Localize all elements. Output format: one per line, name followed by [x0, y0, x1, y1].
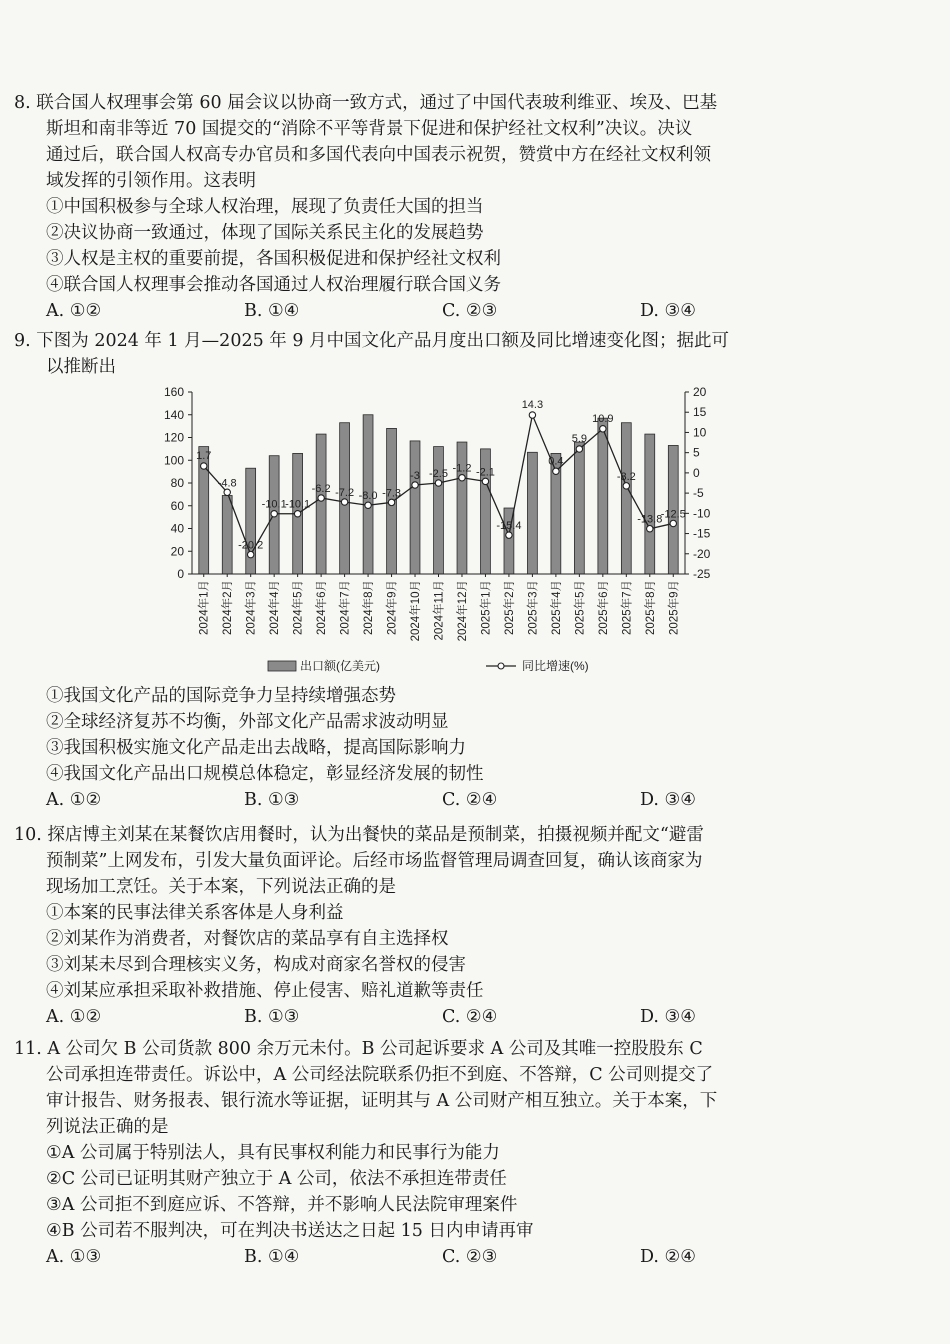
- choice-c: C. ②③: [442, 1247, 498, 1267]
- growth-point: [388, 499, 394, 505]
- x-tick-label: 2025年2月: [503, 580, 516, 635]
- left-tick-label: 0: [177, 567, 184, 581]
- right-tick-label: -5: [693, 486, 704, 501]
- growth-data-label: -3.2: [616, 470, 636, 483]
- statement-option: ③A 公司拒不到庭应诉、不答辩，并不影响人民法院审理案件: [46, 1195, 518, 1215]
- question-stem-line: 通过后，联合国人权高专办官员和多国代表向中国表示祝贺，赞赏中方在经社文权利领: [46, 145, 711, 165]
- answer-choices: [14, 787, 856, 813]
- growth-point: [247, 551, 253, 557]
- growth-point: [529, 412, 535, 418]
- choice-d: D. ③④: [640, 790, 696, 810]
- x-tick-label: 2024年8月: [363, 580, 376, 635]
- right-tick-label: -15: [693, 526, 711, 541]
- statement-option: ③我国积极实施文化产品走出去战略，提高国际影响力: [46, 738, 466, 758]
- growth-point: [365, 502, 371, 508]
- left-tick-label: 100: [163, 453, 184, 468]
- x-tick-label: 2024年1月: [198, 580, 211, 635]
- question-stem-line: 公司承担连带责任。诉讼中，A 公司经法院联系仍拒不到庭、不答辩，C 公司则提交了: [46, 1065, 714, 1085]
- question-stem-line: 现场加工烹饪。关于本案，下列说法正确的是: [46, 877, 396, 897]
- question-stem-line: 以推断出: [46, 357, 116, 377]
- growth-point: [224, 489, 230, 495]
- statement-option: ①中国积极参与全球人权治理，展现了负责任大国的担当: [46, 197, 484, 217]
- choice-c: C. ②④: [442, 1007, 498, 1027]
- export-chart: [150, 380, 730, 690]
- growth-data-label: -3: [410, 470, 420, 483]
- export-bar: [222, 496, 232, 574]
- x-tick-label: 2025年5月: [574, 580, 587, 635]
- legend-bar-swatch: [268, 661, 296, 671]
- choice-c: C. ②④: [442, 790, 498, 810]
- growth-data-label: -12.5: [660, 508, 686, 521]
- x-tick-label: 2025年6月: [597, 580, 610, 635]
- growth-data-label: -20.2: [238, 539, 264, 552]
- growth-point: [294, 511, 300, 517]
- question-stem-line: 8. 联合国人权理事会第 60 届会议以协商一致方式，通过了中国代表玻利维亚、埃及、巴基: [14, 93, 718, 113]
- x-tick-label: 2024年6月: [316, 580, 329, 635]
- question-stem-line: 审计报告、财务报表、银行流水等证据，证明其与 A 公司财产相互独立。关于本案，下: [46, 1091, 718, 1111]
- growth-point: [482, 478, 488, 484]
- export-bar: [621, 423, 631, 574]
- growth-data-label: 5.9: [571, 433, 588, 446]
- right-tick-label: 5: [693, 445, 700, 460]
- answer-choices: [14, 298, 856, 324]
- growth-data-label: -2.5: [429, 468, 448, 480]
- growth-point: [341, 499, 347, 505]
- growth-point: [435, 480, 441, 486]
- x-tick-label: 2025年8月: [644, 580, 657, 635]
- growth-point: [553, 468, 559, 474]
- choice-d: D. ③④: [640, 1007, 696, 1027]
- right-tick-label: -20: [693, 546, 711, 561]
- question-9: [14, 328, 856, 380]
- growth-point: [271, 511, 277, 517]
- x-tick-label: 2024年11月: [433, 580, 446, 641]
- growth-data-label: 1.7: [196, 450, 212, 463]
- statement-option: ①A 公司属于特别法人，具有民事权利能力和民事行为能力: [46, 1143, 500, 1163]
- x-tick-label: 2024年10月: [410, 580, 423, 642]
- statement-option: ④联合国人权理事会推动各国通过人权治理履行联合国义务: [46, 275, 501, 295]
- question-stem-line: 11. A 公司欠 B 公司货款 800 余万元未付。B 公司起诉要求 A 公司及其唯一控股股东 C: [14, 1039, 703, 1059]
- x-tick-label: 2025年7月: [621, 580, 634, 635]
- x-tick-label: 2025年1月: [480, 580, 493, 635]
- question-9-options: [14, 683, 856, 813]
- x-tick-label: 2024年3月: [245, 580, 258, 635]
- choice-d: D. ②④: [640, 1247, 696, 1267]
- growth-data-label: -10.1: [261, 498, 287, 511]
- choice-d: D. ③④: [640, 301, 696, 321]
- choice-b: B. ①④: [244, 1247, 300, 1267]
- growth-point: [670, 520, 676, 526]
- x-tick-label: 2025年3月: [527, 580, 540, 635]
- statement-option: ②刘某作为消费者，对餐饮店的菜品享有自主选择权: [46, 929, 449, 949]
- export-bar: [645, 434, 655, 574]
- statement-option: ④刘某应承担采取补救措施、停止侵害、赔礼道歉等责任: [46, 981, 484, 1001]
- choice-b: B. ①③: [244, 1007, 300, 1027]
- x-tick-label: 2024年9月: [386, 580, 399, 635]
- left-tick-label: 40: [170, 521, 184, 536]
- growth-point: [600, 426, 606, 432]
- x-tick-label: 2024年4月: [269, 580, 282, 635]
- choice-b: B. ①③: [244, 790, 300, 810]
- growth-data-label: 0.4: [548, 455, 564, 468]
- choice-a: A. ①②: [46, 1007, 102, 1027]
- export-bar: [410, 441, 420, 574]
- statement-option: ①我国文化产品的国际竞争力呈持续增强态势: [46, 686, 396, 706]
- right-tick-label: -25: [693, 567, 711, 581]
- growth-point: [412, 482, 418, 488]
- answer-choices: [14, 1004, 856, 1030]
- question-11: [14, 1036, 856, 1270]
- growth-data-label: -13.8: [637, 513, 663, 526]
- choice-a: A. ①②: [46, 790, 102, 810]
- growth-data-label: -2.1: [475, 466, 495, 479]
- statement-option: ②C 公司已证明其财产独立于 A 公司，依法不承担连带责任: [46, 1169, 507, 1189]
- x-tick-label: 2025年9月: [668, 580, 681, 635]
- growth-point: [506, 532, 512, 538]
- legend-line-marker: [498, 663, 504, 669]
- growth-data-label: -15.4: [496, 520, 522, 533]
- x-tick-label: 2024年2月: [222, 580, 235, 635]
- left-tick-label: 120: [163, 430, 184, 445]
- growth-data-label: -1.2: [452, 462, 472, 475]
- export-bar: [598, 418, 608, 574]
- statement-option: ④我国文化产品出口规模总体稳定，彰显经济发展的韧性: [46, 764, 484, 784]
- right-tick-label: 15: [693, 405, 707, 420]
- right-tick-label: 10: [693, 425, 707, 440]
- choice-b: B. ①④: [244, 301, 300, 321]
- growth-data-label: -7.3: [382, 487, 402, 500]
- question-stem-line: 域发挥的引领作用。这表明: [46, 171, 256, 191]
- left-tick-label: 140: [163, 407, 184, 422]
- left-tick-label: 20: [170, 544, 184, 559]
- question-10: [14, 822, 856, 1030]
- statement-option: ②全球经济复苏不均衡，外部文化产品需求波动明显: [46, 712, 449, 732]
- answer-choices: [14, 1244, 856, 1270]
- question-stem-line: 10. 探店博主刘某在某餐饮店用餐时，认为出餐快的菜品是预制菜，拍摄视频并配文“避雷: [14, 825, 704, 845]
- left-tick-label: 60: [170, 498, 184, 513]
- right-tick-label: 20: [693, 385, 707, 399]
- question-stem-line: 9. 下图为 2024 年 1 月—2025 年 9 月中国文化产品月度出口额及同比增速变化图；据此可: [14, 331, 730, 351]
- statement-option: ②决议协商一致通过，体现了国际关系民主化的发展趋势: [46, 223, 484, 243]
- export-bar: [434, 447, 444, 574]
- left-tick-label: 80: [170, 476, 184, 490]
- statement-option: ③刘某未尽到合理核实义务，构成对商家名誉权的侵害: [46, 955, 466, 975]
- growth-point: [318, 495, 324, 501]
- legend-line-label: 同比增速(%): [522, 659, 589, 673]
- x-tick-label: 2025年4月: [550, 580, 563, 635]
- growth-point: [576, 446, 582, 452]
- choice-c: C. ②③: [442, 301, 498, 321]
- right-tick-label: 0: [693, 465, 700, 480]
- x-tick-label: 2024年12月: [456, 580, 469, 642]
- chart-svg: [150, 380, 730, 690]
- left-tick-label: 160: [163, 385, 184, 399]
- growth-data-label: -6.2: [311, 482, 331, 495]
- x-tick-label: 2024年5月: [292, 580, 305, 635]
- question-stem-line: 斯坦和南非等近 70 国提交的“消除不平等背景下促进和保护经社文权利”决议。决议: [46, 119, 693, 139]
- export-bar: [316, 434, 326, 574]
- statement-option: ④B 公司若不服判决，可在判决书送达之日起 15 日内申请再审: [46, 1221, 534, 1241]
- growth-data-label: 10.9: [592, 412, 614, 425]
- choice-a: A. ①③: [46, 1247, 102, 1267]
- growth-data-label: -4.8: [217, 477, 237, 490]
- growth-point: [623, 483, 629, 489]
- right-tick-label: -10: [693, 506, 711, 521]
- statement-option: ③人权是主权的重要前提，各国积极促进和保护经社文权利: [46, 249, 501, 269]
- export-bar: [527, 452, 537, 574]
- growth-point: [647, 526, 653, 532]
- growth-data-label: -7.2: [335, 487, 355, 500]
- statement-option: ①本案的民事法律关系客体是人身利益: [46, 903, 344, 923]
- question-stem-line: 列说法正确的是: [46, 1117, 169, 1137]
- growth-data-label: -8.0: [358, 490, 378, 503]
- growth-data-label: 14.3: [521, 399, 544, 412]
- legend-bar-label: 出口额(亿美元): [300, 659, 380, 673]
- growth-data-label: -10.1: [285, 498, 311, 511]
- question-8: [14, 90, 856, 324]
- x-tick-label: 2024年7月: [339, 580, 352, 635]
- choice-a: A. ①②: [46, 301, 102, 321]
- question-stem-line: 预制菜”上网发布，引发大量负面评论。后经市场监督管理局调查回复，确认该商家为: [46, 851, 703, 871]
- growth-point: [201, 463, 207, 469]
- export-bar: [574, 442, 584, 574]
- growth-point: [459, 475, 465, 481]
